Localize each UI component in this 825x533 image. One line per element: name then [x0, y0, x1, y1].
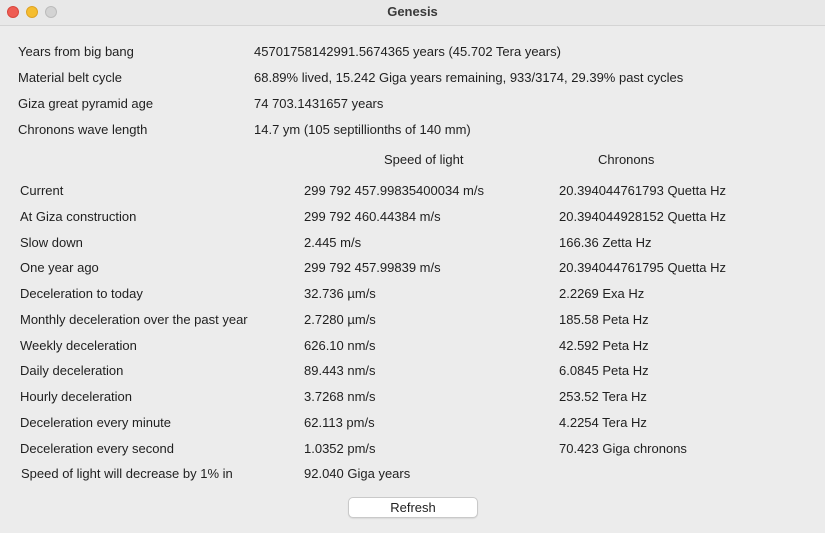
row-speed-giza-construction: 299 792 460.44384 m/s — [304, 209, 441, 224]
chronons-header: Chronons — [598, 152, 655, 167]
row-chronons-giza-construction: 20.394044928152 Quetta Hz — [559, 209, 726, 224]
giza-pyramid-age-label: Giza great pyramid age — [18, 96, 154, 111]
row-chronons-weekly-deceleration: 42.592 Peta Hz — [559, 338, 649, 353]
row-chronons-deceleration-every-second: 70.423 Giga chronons — [559, 441, 687, 456]
row-label-hourly-deceleration: Hourly deceleration — [20, 389, 133, 404]
chronons-wave-length-value: 14.7 ym (105 septillionths of 140 mm) — [254, 122, 471, 137]
row-chronons-deceleration-every-minute: 4.2254 Tera Hz — [559, 415, 647, 430]
years-from-big-bang-label: Years from big bang — [18, 44, 134, 59]
row-speed-current: 299 792 457.99835400034 m/s — [304, 183, 484, 198]
material-belt-cycle-value: 68.89% lived, 15.242 Giga years remaining, 933/3174, 29.39% past cycles — [254, 70, 684, 85]
row-chronons-slow-down: 166.36 Zetta Hz — [559, 235, 652, 250]
chronons-wave-length-label: Chronons wave length — [18, 122, 148, 137]
row-label-slow-down: Slow down — [20, 235, 83, 250]
window-title: Genesis — [387, 4, 438, 19]
material-belt-cycle-label: Material belt cycle — [18, 70, 123, 85]
row-label-speed-decrease: Speed of light will decrease by 1% in — [21, 466, 233, 481]
giza-pyramid-age-value: 74 703.1431657 years — [254, 96, 384, 111]
row-chronons-deceleration-to-today: 2.2269 Exa Hz — [559, 286, 645, 301]
years-from-big-bang-value: 45701758142991.5674365 years (45.702 Tera years) — [254, 44, 561, 59]
row-label-current: Current — [20, 183, 64, 198]
row-speed-speed-decrease: 92.040 Giga years — [304, 466, 411, 481]
row-chronons-hourly-deceleration: 253.52 Tera Hz — [559, 389, 647, 404]
row-speed-deceleration-every-minute: 62.113 pm/s — [304, 415, 375, 430]
row-speed-one-year-ago: 299 792 457.99839 m/s — [304, 260, 441, 275]
row-chronons-current: 20.394044761793 Quetta Hz — [559, 183, 726, 198]
row-label-deceleration-to-today: Deceleration to today — [20, 286, 143, 301]
row-label-weekly-deceleration: Weekly deceleration — [20, 338, 137, 353]
row-speed-deceleration-to-today: 32.736 µm/s — [304, 286, 376, 301]
row-label-monthly-deceleration: Monthly deceleration over the past year — [20, 312, 248, 327]
row-speed-slow-down: 2.445 m/s — [304, 235, 362, 250]
row-label-giza-construction: At Giza construction — [20, 209, 137, 224]
row-speed-deceleration-every-second: 1.0352 pm/s — [304, 441, 376, 456]
row-speed-hourly-deceleration: 3.7268 nm/s — [304, 389, 376, 404]
row-speed-monthly-deceleration: 2.7280 µm/s — [304, 312, 376, 327]
row-speed-daily-deceleration: 89.443 nm/s — [304, 363, 376, 378]
row-label-deceleration-every-minute: Deceleration every minute — [20, 415, 172, 430]
row-chronons-daily-deceleration: 6.0845 Peta Hz — [559, 363, 649, 378]
row-chronons-monthly-deceleration: 185.58 Peta Hz — [559, 312, 649, 327]
row-label-deceleration-every-second: Deceleration every second — [20, 441, 174, 456]
title-bar — [0, 0, 825, 26]
row-chronons-one-year-ago: 20.394044761795 Quetta Hz — [559, 260, 726, 275]
row-label-daily-deceleration: Daily deceleration — [20, 363, 124, 378]
row-speed-weekly-deceleration: 626.10 nm/s — [304, 338, 376, 353]
refresh-button[interactable]: Refresh — [348, 497, 478, 518]
row-label-one-year-ago: One year ago — [20, 260, 99, 275]
speed-of-light-header: Speed of light — [384, 152, 464, 167]
